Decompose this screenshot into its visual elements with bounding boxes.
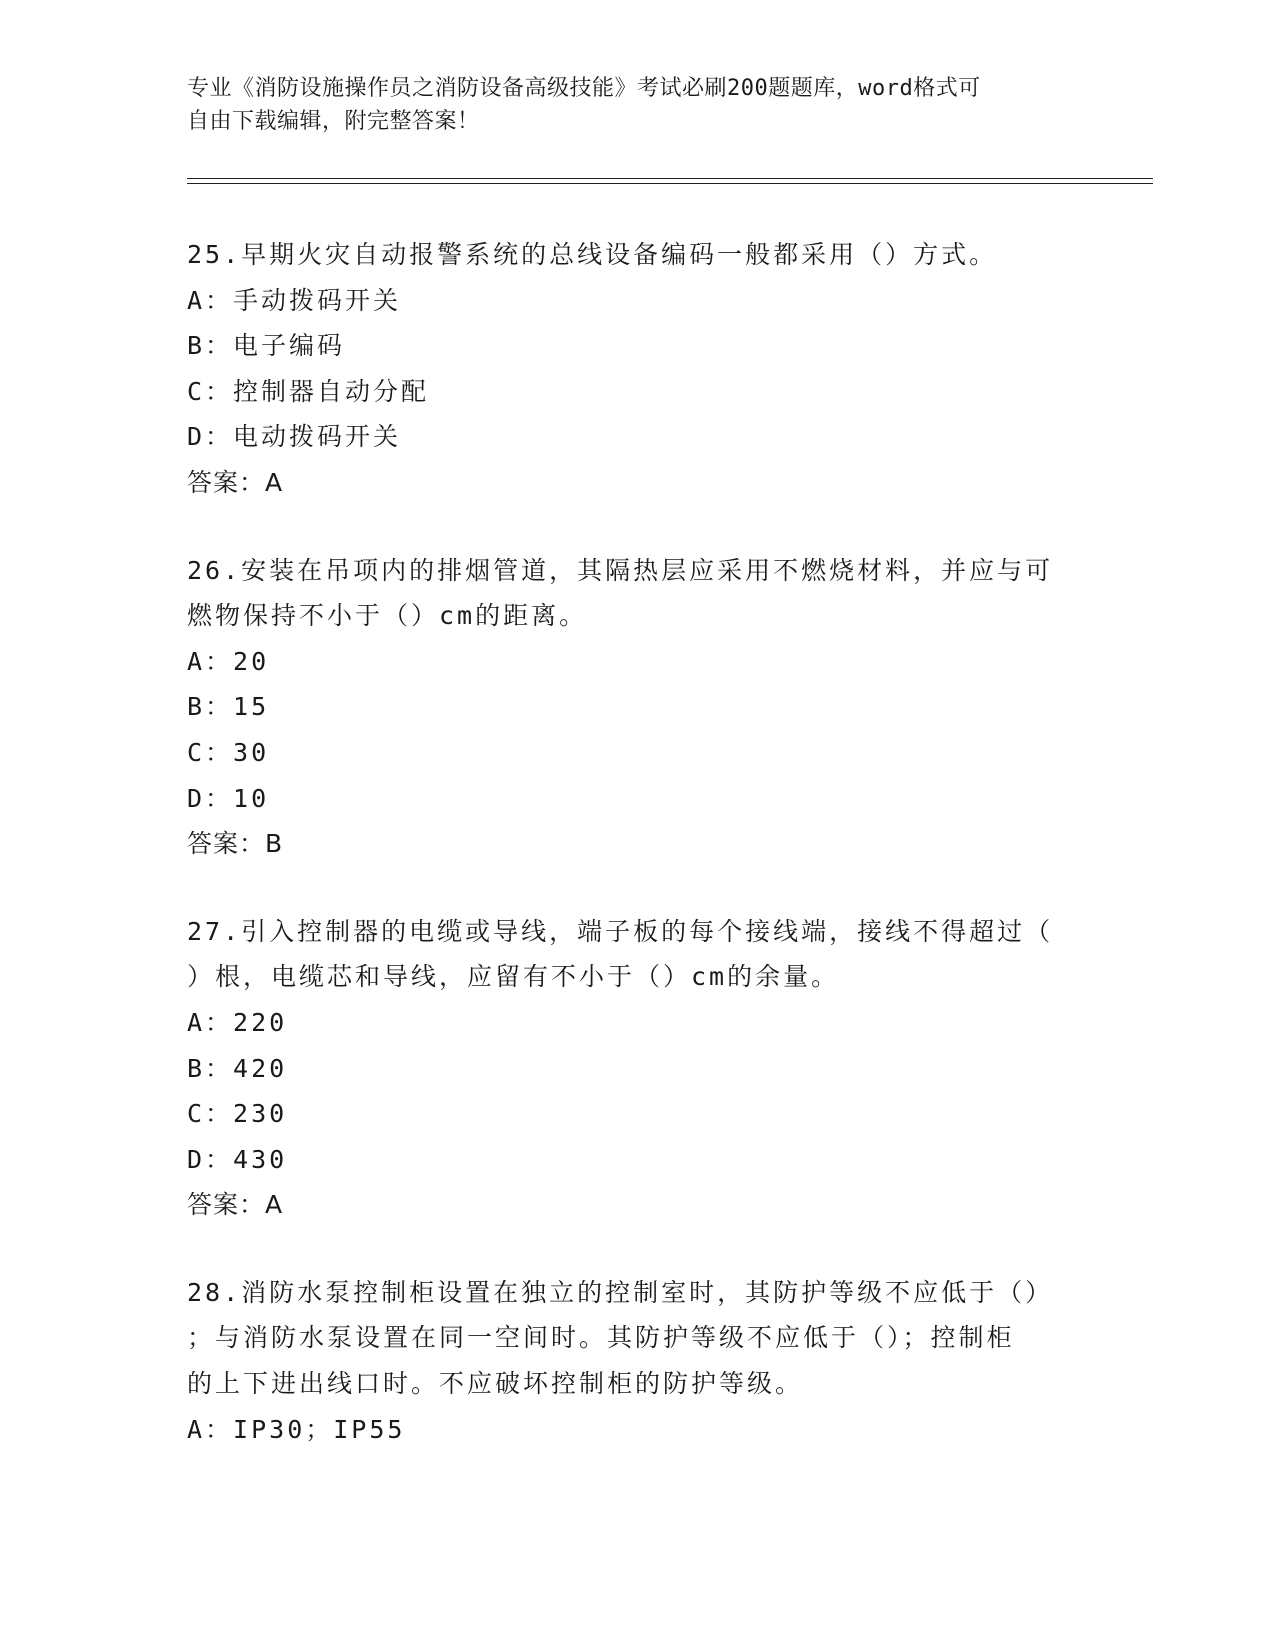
option-a: A：20 — [187, 646, 270, 676]
option-c: C：控制器自动分配 — [187, 376, 430, 406]
document-header — [187, 72, 1067, 138]
header-line-2: 自由下载编辑，附完整答案！ — [187, 109, 480, 134]
option-c: C：30 — [187, 737, 270, 767]
header-divider-top — [187, 178, 1153, 179]
option-c: C：230 — [187, 1099, 288, 1129]
option-b: B：电子编码 — [187, 331, 346, 361]
question-stem-continued: ）根，电缆芯和导线，应留有不小于（）cm的余量。 — [187, 962, 840, 992]
question-27 — [187, 909, 1087, 1228]
question-26 — [187, 548, 1087, 867]
option-b: B：15 — [187, 692, 270, 722]
answer-label: 答案：A — [187, 467, 284, 497]
question-stem: 27.引入控制器的电缆或导线，端子板的每个接线端，接线不得超过（ — [187, 916, 1054, 946]
answer-label: 答案：B — [187, 829, 284, 859]
option-b: B：420 — [187, 1053, 288, 1083]
question-28 — [187, 1270, 1087, 1452]
question-stem: 25.早期火灾自动报警系统的总线设备编码一般都采用（）方式。 — [187, 240, 998, 269]
option-a: A：手动拨码开关 — [187, 285, 402, 315]
option-d: D：10 — [187, 783, 270, 813]
question-list — [187, 232, 1087, 1494]
option-a: A：IP30；IP55 — [187, 1414, 406, 1444]
question-25 — [187, 232, 1087, 506]
header-line-1: 专业《消防设施操作员之消防设备高级技能》考试必刷200题题库，word格式可 — [187, 76, 981, 101]
option-a: A：220 — [187, 1007, 288, 1037]
question-stem-continued: 燃物保持不小于（）cm的距离。 — [187, 601, 588, 631]
question-stem-continued: ；与消防水泵设置在同一空间时。其防护等级不应低于（）；控制柜 — [187, 1323, 1015, 1353]
question-stem-continued: 的上下进出线口时。不应破坏控制柜的防护等级。 — [187, 1369, 804, 1399]
question-stem: 26.安装在吊项内的排烟管道，其隔热层应采用不燃烧材料，并应与可 — [187, 555, 1054, 585]
header-divider-bottom — [187, 183, 1153, 184]
answer-label: 答案：A — [187, 1190, 284, 1220]
option-d: D：电动拨码开关 — [187, 422, 402, 452]
option-d: D：430 — [187, 1144, 288, 1174]
question-stem: 28.消防水泵控制柜设置在独立的控制室时，其防护等级不应低于（） — [187, 1277, 1054, 1307]
